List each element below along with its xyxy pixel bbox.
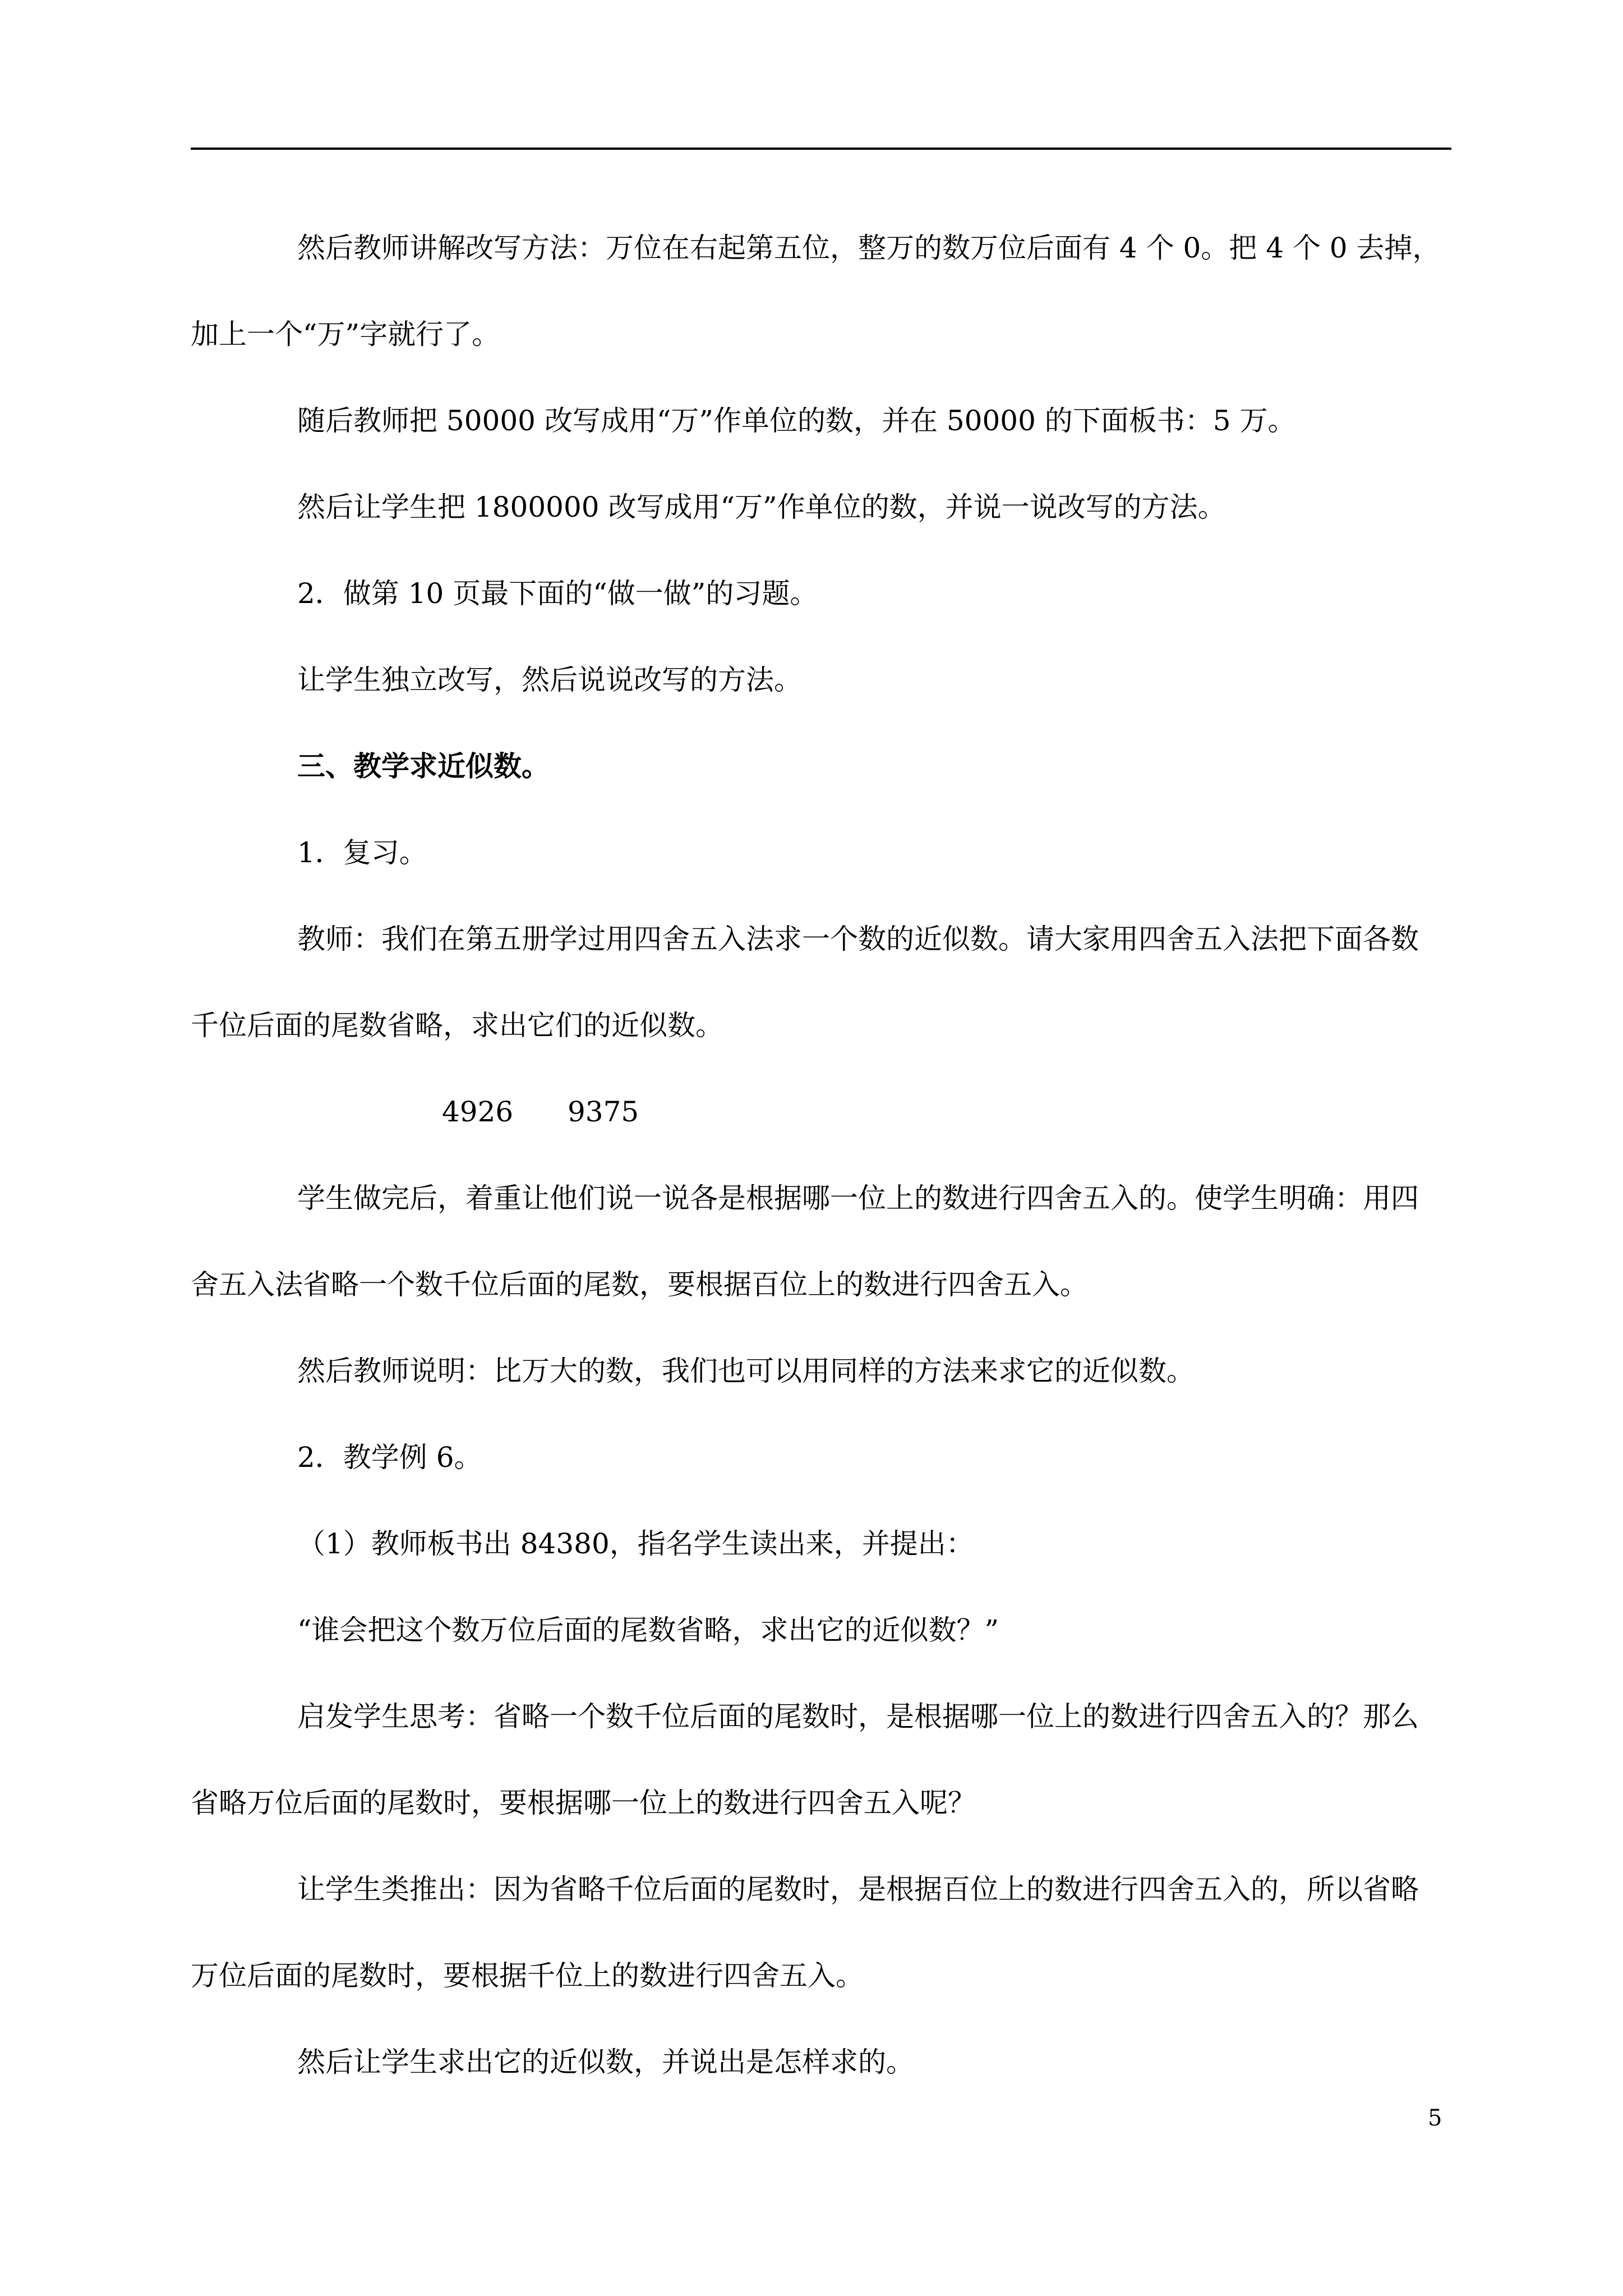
text-line-18: “谁会把这个数万位后面的尾数省略，求出它的近似数？” <box>297 1614 999 1646</box>
text-line-22: 万位后面的尾数时，要根据千位上的数进行四舍五入。 <box>191 1959 864 1992</box>
text-line-17: （1）教师板书出 84380，指名学生读出来，并提出： <box>297 1527 974 1560</box>
text-line-20: 省略万位后面的尾数时，要根据哪一位上的数进行四舍五入呢？ <box>191 1787 976 1819</box>
page-number: 5 <box>1428 2105 1442 2131</box>
text-line-6: 让学生独立改写，然后说说改写的方法。 <box>297 664 802 696</box>
text-line-21: 让学生类推出：因为省略千位后面的尾数时，是根据百位上的数进行四舍五入的，所以省略 <box>297 1873 1419 1906</box>
text-line-5: 2．做第 10 页最下面的“做一做”的习题。 <box>297 577 818 610</box>
text-line-2: 加上一个“万”字就行了。 <box>191 318 500 351</box>
text-line-19: 启发学生思考：省略一个数千位后面的尾数时，是根据哪一位上的数进行四舍五入的？那么 <box>297 1700 1419 1733</box>
number-9375: 9375 <box>568 1096 639 1128</box>
text-line-15: 然后教师说明：比万大的数，我们也可以用同样的方法来求它的近似数。 <box>297 1355 1195 1387</box>
text-line-4: 然后让学生把 1800000 改写成用“万”作单位的数，并说一说改写的方法。 <box>297 491 1226 523</box>
header-rule <box>191 148 1451 150</box>
section-heading: 三、教学求近似数。 <box>297 749 550 783</box>
text-line-13: 学生做完后，着重让他们说一说各是根据哪一位上的数进行四舍五入的。使学生明确：用四 <box>297 1182 1419 1214</box>
text-line-10: 千位后面的尾数省略，求出它们的近似数。 <box>191 1009 723 1042</box>
text-line-3: 随后教师把 50000 改写成用“万”作单位的数，并在 50000 的下面板书：5 万。 <box>297 404 1296 437</box>
text-line-23: 然后让学生求出它的近似数，并说出是怎样求的。 <box>297 2046 914 2078</box>
text-line-8: 1．复习。 <box>297 836 427 869</box>
number-4926: 4926 <box>442 1096 514 1128</box>
text-line-9: 教师：我们在第五册学过用四舍五入法求一个数的近似数。请大家用四舍五入法把下面各数 <box>297 923 1419 955</box>
text-line-14: 舍五入法省略一个数千位后面的尾数，要根据百位上的数进行四舍五入。 <box>191 1268 1088 1301</box>
text-line-1: 然后教师讲解改写方法：万位在右起第五位，整万的数万位后面有 4 个 0。把 4 个 0 去掉， <box>297 232 1441 264</box>
text-line-16: 2．教学例 6。 <box>297 1441 482 1474</box>
